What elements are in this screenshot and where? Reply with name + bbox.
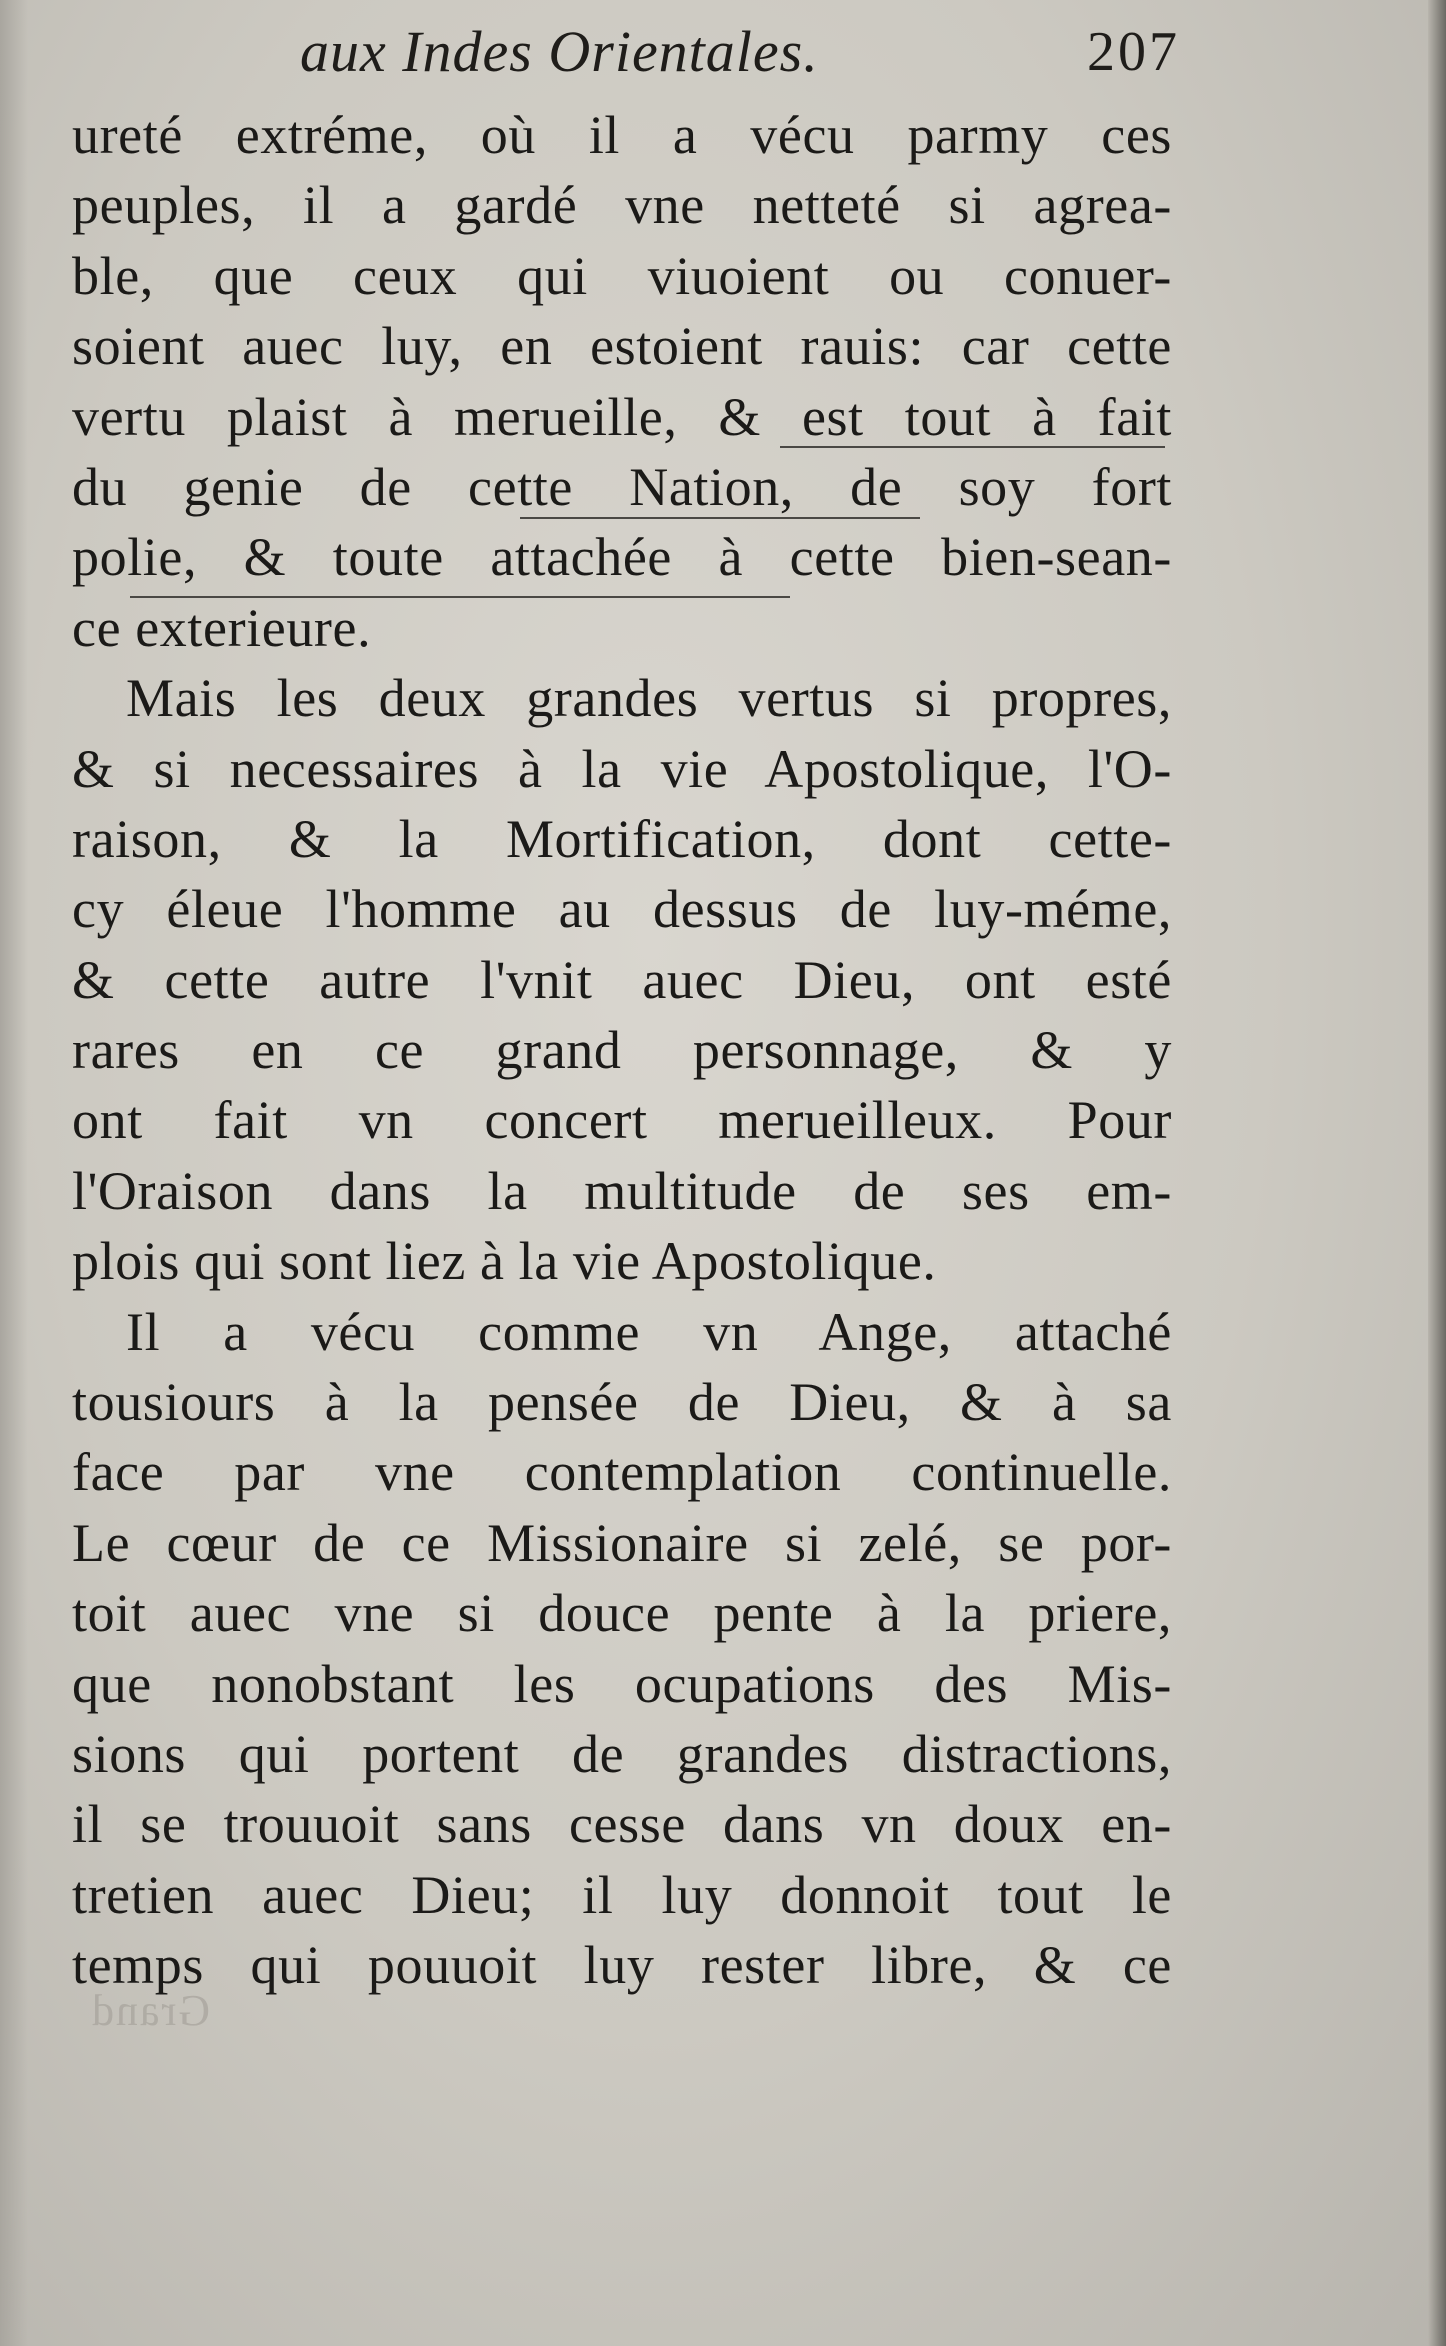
pencil-underline <box>780 446 1165 448</box>
text-line: Le cœur de ce Missionaire si zelé, se por- <box>72 1512 1172 1573</box>
running-title: aux Indes Orientales. <box>300 19 819 84</box>
page-gutter <box>1428 0 1446 2346</box>
text-line: peuples, il a gardé vne netteté si agrea- <box>72 175 1172 236</box>
text-line: plois qui sont liez à la vie Apostolique. <box>72 1231 937 1292</box>
text-line: l'Oraison dans la multitude de ses em- <box>72 1160 1172 1221</box>
text-line: ont fait vn concert merueilleux. Pour <box>72 1090 1172 1151</box>
text-line: Il a vécu comme vn Ange, attaché <box>126 1301 1172 1362</box>
text-line: sions qui portent de grandes distractions, <box>72 1723 1172 1784</box>
text-line: temps qui pouuoit luy rester libre, & ce <box>72 1935 1172 1996</box>
text-line: & si necessaires à la vie Apostolique, l'O- <box>72 738 1172 799</box>
text-line: ce exterieure. <box>72 597 372 658</box>
text-line: tousiours à la pensée de Dieu, & à sa <box>72 1372 1172 1433</box>
text-line: raison, & la Mortification, dont cette- <box>72 808 1172 869</box>
page-edge-shadow <box>0 0 28 2346</box>
text-line: Mais les deux grandes vertus si propres, <box>126 668 1172 729</box>
text-line: ureté extréme, où il a vécu parmy ces <box>72 105 1172 165</box>
text-line: cy éleue l'homme au dessus de luy-méme, <box>72 879 1172 940</box>
text-line: soient auec luy, en estoient rauis: car cette <box>72 316 1172 377</box>
body-text <box>72 100 1172 2001</box>
text-line: toit auec vne si douce pente à la priere, <box>72 1583 1172 1644</box>
text-line: il se trouuoit sans cesse dans vn doux en- <box>72 1794 1172 1855</box>
text-line: tretien auec Dieu; il luy donnoit tout le <box>72 1864 1172 1925</box>
page-header <box>290 18 1190 88</box>
text-line: du genie de cette Nation, de soy fort <box>72 456 1172 517</box>
text-line: polie, & toute attachée à cette bien-sean- <box>72 527 1172 588</box>
text-line: ble, que ceux qui viuoient ou conuer- <box>72 245 1172 306</box>
text-line: face par vne contemplation continuelle. <box>72 1442 1172 1503</box>
text-line: rares en ce grand personnage, & y <box>72 1020 1172 1081</box>
catchword-showthrough: Grand <box>90 1986 210 2035</box>
pencil-underline <box>520 517 920 519</box>
pencil-underline <box>130 596 790 598</box>
text-line: & cette autre l'vnit auec Dieu, ont esté <box>72 949 1172 1010</box>
text-line: que nonobstant les ocupations des Mis- <box>72 1653 1172 1714</box>
text-line: vertu plaist à merueille, & est tout à fait <box>72 386 1172 447</box>
page-number: 207 <box>1087 21 1180 83</box>
